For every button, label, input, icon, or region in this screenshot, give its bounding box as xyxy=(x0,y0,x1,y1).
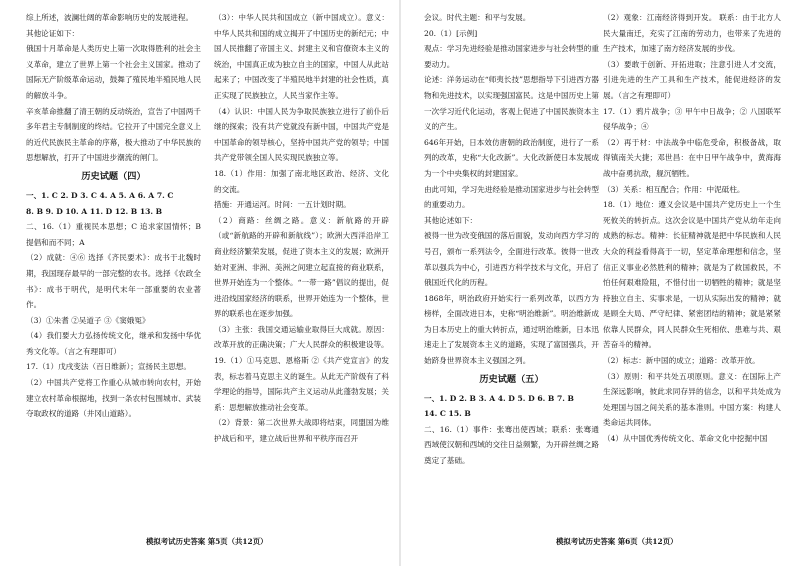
answer-paragraph: 19.（1）①马克思、恩格斯 ②《共产党宣言》的发表，标志着马克思主义的诞生。从此无产阶级有了科学理论的指导，国际共产主义运动从此蓬勃发展；关系：思想解放推动社会变革。 xyxy=(214,356,389,412)
answer-paragraph: （2）观象：江南经济得到开发。 联系：由于北方人民大量南迁，充实了江南的劳动力，也带来了先进的生产技术，加速了南方经济发展的步伐。 xyxy=(603,13,781,54)
answer-paragraph: 二、16.（1）事件：张骞出使西域；联系：张骞通西域使汉朝和西域的交往日益频繁，为开辟丝绸之路奠定了基础。 xyxy=(424,424,599,466)
answer-paragraph: 646年开始，日本效仿唐朝的政治制度，进行了一系列的改革，史称“大化改新”。大化改新使日本发展成为一个中央集权的封建国家。 xyxy=(424,137,599,178)
answer-paragraph: （3）原则：和平共处五项原则。意义：在国际上产生深远影响，彼此求同存异的信念，以和平共处成为处理国与国之间关系的基本准则。中国方案：构建人类命运共同体。 xyxy=(603,371,781,428)
answer-paragraph: 会议。时代主题：和平与发展。 xyxy=(424,13,531,22)
answer-paragraph: 二、16.（1）重视民本思想；C 追求家国情怀；B 提倡和而不同；A xyxy=(26,222,201,247)
answer-paragraph: （2）成就：④⑥ 选择《齐民要术》：成书于北魏时期，我国现存最早的一部完整的农书。选择《农政全书》：成书于明代，是明代末年一部重要的农业著作。 xyxy=(26,253,201,310)
answer-key-line: 一、1. D 2. B 3. A 4. D 5. D 6. B 7. B xyxy=(424,393,574,403)
answer-key-line: 14. C 15. B xyxy=(424,409,471,419)
answer-paragraph: 17.（1）戊戌变法（百日维新）；宣扬民主思想。 xyxy=(26,362,191,372)
answer-paragraph: 被得一世为改变俄国的落后面貌，发动向西方学习的号召，颁布一系列法令，全面进行改革。彼得一世改革以强兵为中心，引进西方科学技术与文化，开启了俄国近代化的历程。 xyxy=(424,231,599,288)
answer-paragraph: 观点：学习先进经验是推动国家进步与社会转型的重要动力。 xyxy=(424,44,599,69)
answer-paragraph: 18.（1）地位：遵义会议是中国共产党历史上一个生死攸关的转折点。这次会议是中国共产党从幼年走向成熟的标志。精神：长征精神就是把中华民族和人民大众的利益看得高于一切，坚定革命理想和信念，坚信正义事业必然胜利的精神；就是为了救国救民，不怕任何艰难险阻，不惜付出一切牺牲的精神；就是坚持独立自主、实事求是，一切从实际出发的精神；就是顾全大局、严守纪律、紧密团结的精神；就是紧紧依靠人民群众，同人民群众生死相依、患难与共、艰苦奋斗的精神。 xyxy=(603,200,781,350)
left-page-column-2 xyxy=(214,10,389,447)
answer-paragraph: （4）我们要大力弘扬传统文化，继承和发扬中华优秀文化等。（言之有理即可） xyxy=(26,331,201,356)
answer-paragraph: 论述：洋务运动在“师夷长技”思想指导下引进西方器物和先进技术，以实现强国富民。这是中国历史上第一次学习近代化运动，客观上促进了中国民族资本主义的产生。 xyxy=(424,75,599,132)
page-fold-divider xyxy=(399,0,401,566)
right-page-column-1 xyxy=(424,10,599,469)
section-heading: 历史试题（五） xyxy=(479,373,544,385)
answer-paragraph: 20.（1）[示例] xyxy=(424,28,478,38)
answer-paragraph: （2）背景：第二次世界大战即将结束，同盟国为维护战后和平，建立战后世界和平秩序而召开 xyxy=(214,418,389,444)
answer-paragraph: 1868年，明治政府开始实行一系列改革，以西方为榜样，全面改进日本，史称“明治维新”。明治维新成为日本历史上的重大转折点，通过明治维新，日本迅速走上了发展资本主义的道路，实现了富国强兵，开始跻身世界资本主义强国之列。 xyxy=(424,293,599,366)
answer-paragraph: （2）标志：新中国的成立；道路：改革开放。 xyxy=(603,356,760,366)
answer-paragraph: （4）从中国优秀传统文化、革命文化中挖掘中国 xyxy=(603,434,768,444)
right-page-column-2 xyxy=(603,10,781,447)
answer-paragraph: （4）认识：中国人民为争取民族独立进行了前仆后继的探索；没有共产党就没有新中国，中国共产党是中国革命的领导核心，坚持中国共产党的领导；中国共产党带领全国人民实现民族独立等。 xyxy=(214,106,389,163)
answer-key-line: 一、1. C 2. D 3. C 4. A 5. A 6. A 7. C xyxy=(26,190,174,200)
answer-paragraph: （2）中国共产党将工作重心从城市转向农村，开始建立农村革命根据地，找到一条农村包围城市、武装夺取政权的道路（井冈山道路）。 xyxy=(26,378,201,419)
answer-paragraph: 综上所述，波澜壮阔的革命影响历史的发展进程。 xyxy=(26,13,194,22)
answer-paragraph: 其他论证如下： xyxy=(26,28,80,38)
left-page-footer: 模拟考试历史答案 第5页（共12页） xyxy=(146,537,268,546)
answer-key-line: 8. B 9. D 10. A 11. D 12. B 13. B xyxy=(26,206,163,216)
answer-paragraph: （3）①朱耆 ②吴道子 ③《窦娥冤》 xyxy=(26,315,150,325)
answer-paragraph: （3）主张：我国交通运输业取得巨大成就。原因：改革开放的正确决策；广大人民群众的积极建设等。 xyxy=(214,324,389,350)
section-heading: 历史试题（四） xyxy=(81,170,146,182)
right-page-footer: 模拟考试历史答案 第6页（共12页） xyxy=(556,537,678,546)
answer-paragraph: （3）：中华人民共和国成立（新中国成立）。意义：中华人民共和国的成立揭开了中国历史的新纪元；中国人民推翻了帝国主义、封建主义和官僚资本主义的统治，中国真正成为独立自主的国家，中国人从此站起来了；中国改变了半殖民地半封建的社会性质，真正实现了民族独立，人民当家作主等。 xyxy=(214,13,389,100)
answer-paragraph: （2）再于材：中法战争中临危受命，积极备战，取得镇南关大捷；邓世昌：在中日甲午战争中，黄海海战中奋勇抗敌，舰沉牺牲。 xyxy=(603,137,781,178)
answer-paragraph: 17.（1）鸦片战争；③ 甲午中日战争；② 八国联军侵华战争；④ xyxy=(603,106,781,132)
answer-paragraph: 措施：开通运河。时间：一五计划时期。 xyxy=(214,200,351,210)
left-page-column-1 xyxy=(26,10,201,422)
answer-paragraph: 俄国十月革命是人类历史上第一次取得胜利的社会主义革命，建立了世界上第一个社会主义国家。推动了国际无产阶级革命运动，鼓舞了殖民地半殖民地人民的解放斗争。 xyxy=(26,44,201,100)
answer-paragraph: （3）关系：相互配合；作用：中泥砥柱。 xyxy=(603,184,745,194)
answer-paragraph: 其他论述如下： xyxy=(424,215,478,225)
answer-paragraph: 辛亥革命推翻了清王朝的反动统治，宣告了中国两千多年君主专制制度的终结。它拉开了中国完全意义上的近代民族民主革命的序幕，极大推动了中华民族的思想解放，打开了中国进步潮流的闸门。 xyxy=(26,106,201,163)
answer-paragraph: （3）要敢于创新、开拓进取；注意引进人才交流，引进先进的生产工具和生产技术，能促进经济的发展。（言之有理即可） xyxy=(603,59,781,100)
answer-paragraph: （2）商路：丝绸之路。意义：新航路的开辟（或“新航路的开辟和新航线”）；欧洲大西洋沿岸工商业经济繁荣发展，促进了资本主义的发展；欧洲开始对亚洲、非洲、美洲之间建立起直接的商业联系，世界开始连为一个整体。“一带一路”倡议的提出，促进沿线国家经济的联系，世界开始连为一个整体，世界的联系也在逐步加强。 xyxy=(214,215,389,319)
answer-paragraph: 由此可知，学习先进经验是推动国家进步与社会转型的重要动力。 xyxy=(424,184,599,210)
answer-paragraph: 18.（1）作用：加强了南北地区政治、经济、文化的交流。 xyxy=(214,168,389,194)
